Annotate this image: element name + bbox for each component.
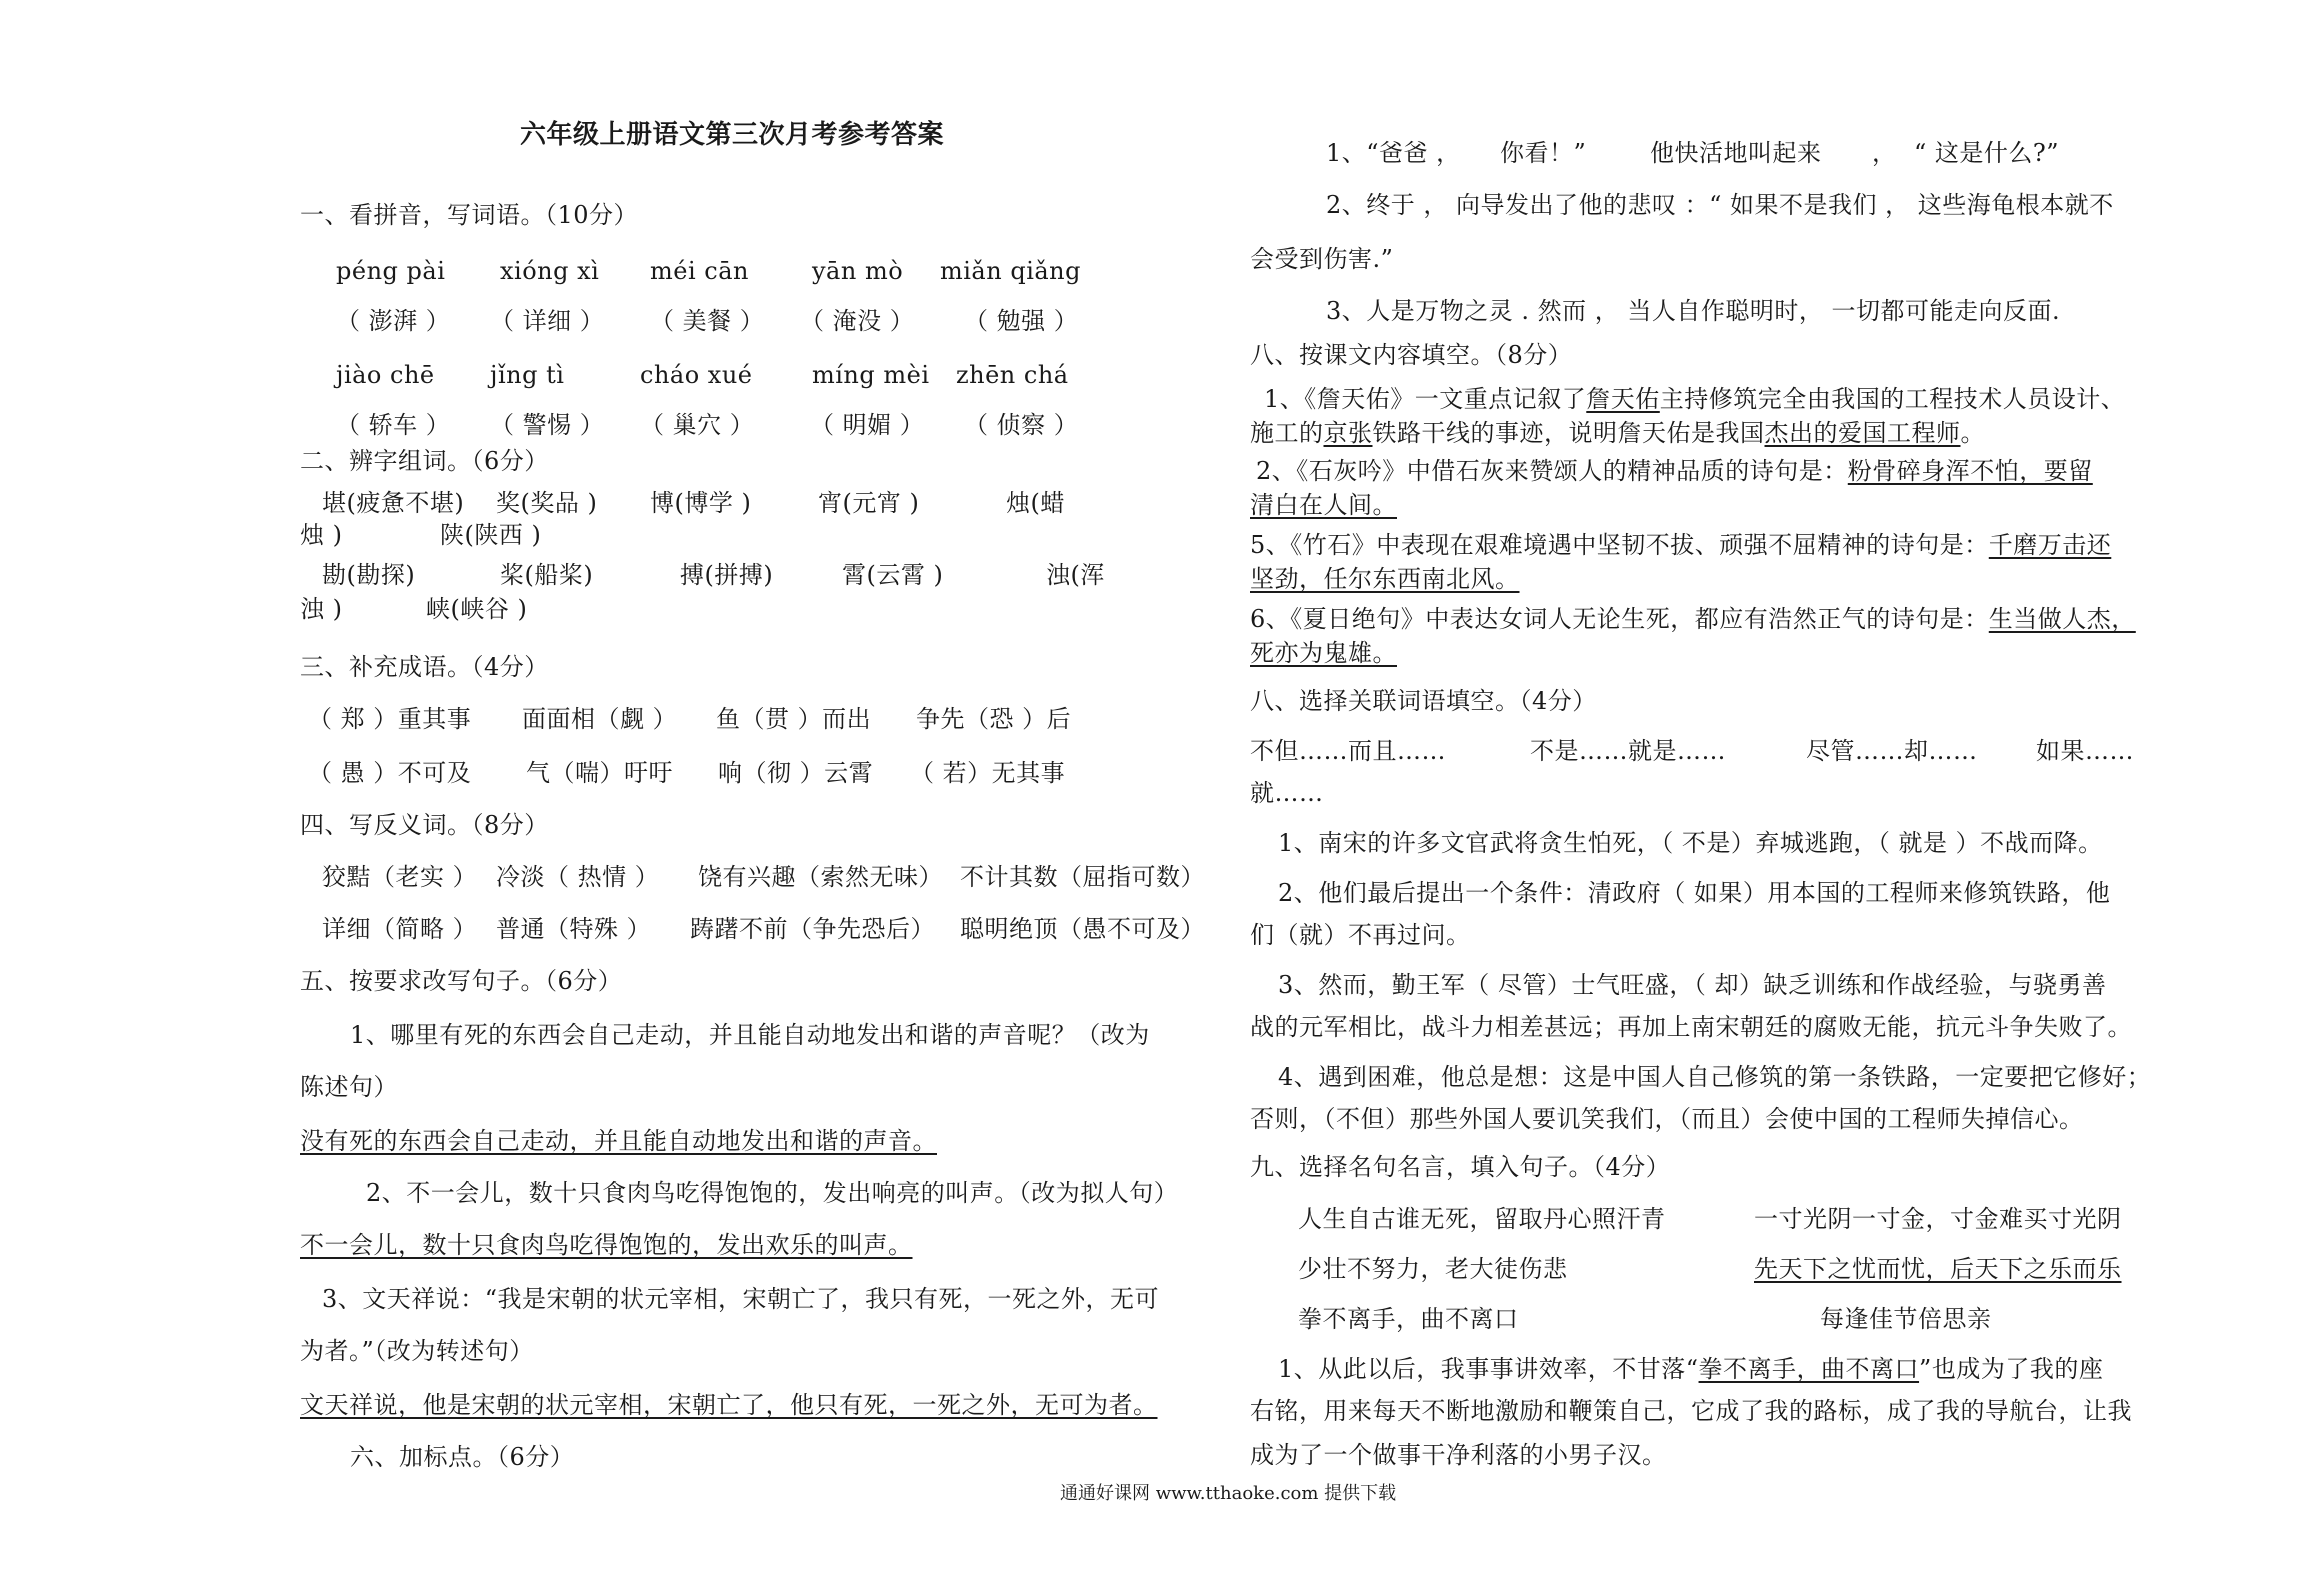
fill-item-1-cont bbox=[1250, 418, 1985, 448]
section-5-heading: 五、按要求改写句子。（6分） bbox=[300, 967, 623, 995]
pinyin-item: péng pài bbox=[336, 257, 446, 285]
idiom-item: 鱼（贯 ）而出 bbox=[716, 705, 872, 733]
fill-item-3-cont: 坚劲，任尔东西南北风。 bbox=[1250, 565, 1520, 593]
char-group: 陕(陕西 ) bbox=[440, 521, 542, 549]
conjunction-answer-2-cont: 们（就）不再过问。 bbox=[1250, 921, 1471, 949]
conjunction-answer-3-cont: 战的元军相比，战斗力相差甚远；再加上南宋朝廷的腐败无能，抗元斗争失败了。 bbox=[1250, 1013, 2132, 1041]
fill-text: 1、《詹天佑》一文重点记叙了 bbox=[1264, 385, 1587, 413]
char-group: 奖(奖品 ) bbox=[496, 489, 598, 517]
punct-seg: “ 这是什么?” bbox=[1914, 139, 2060, 167]
rewrite-question-1: 1、哪里有死的东西会自己走动，并且能自动地发出和谐的声音呢？（改为 bbox=[350, 1021, 1150, 1049]
fill-text: ”也成为了我的座 bbox=[1919, 1355, 2104, 1383]
rewrite-answer-2: 不一会儿，数十只食肉鸟吃得饱饱的，发出欢乐的叫声。 bbox=[300, 1231, 913, 1259]
quote-item: 先天下之忧而忧，后天下之乐而乐 bbox=[1754, 1255, 2122, 1283]
char-group: 霄(云霄 ) bbox=[842, 561, 944, 589]
section-4-heading: 四、写反义词。（8分） bbox=[300, 811, 549, 839]
quote-answer-1-cont2: 成为了一个做事干净利落的小男子汉。 bbox=[1250, 1441, 1667, 1469]
fill-item-1 bbox=[1264, 384, 2125, 414]
idiom-item: 争先（恐 ）后 bbox=[916, 705, 1072, 733]
punct-seg: 你看！” bbox=[1500, 139, 1587, 167]
conjunction-item: 尽管……却…… bbox=[1806, 737, 1978, 765]
answer-word: （ 美餐 ） bbox=[650, 307, 765, 335]
conjunction-answer-2: 2、他们最后提出一个条件：清政府（ 如果）用本国的工程师来修筑铁路，他 bbox=[1278, 879, 2111, 907]
page-title: 六年级上册语文第三次月考参考答案 bbox=[520, 120, 945, 150]
char-group: 桨(船桨) bbox=[500, 561, 594, 589]
fill-answer: 千磨万击还 bbox=[1988, 531, 2112, 559]
char-group: 浊(浑 bbox=[1046, 561, 1105, 589]
char-group: 烛(蜡 bbox=[1006, 489, 1065, 517]
conjunction-answer-4-cont: 否则，（不但）那些外国人要讥笑我们，（而且）会使中国的工程师失掉信心。 bbox=[1250, 1105, 2084, 1133]
pinyin-item: yān mò bbox=[812, 257, 904, 285]
quote-answer-1-cont: 右铭，用来每天不断地激励和鞭策自己，它成了我的路标，成了我的导航台，让我 bbox=[1250, 1397, 2132, 1425]
antonym-item: 不计其数（屈指可数） bbox=[960, 863, 1205, 891]
punct-answer-3: 3、人是万物之灵 . 然而 ， 当人自作聪明时， 一切都可能走向反面. bbox=[1326, 297, 2061, 325]
section-9-heading: 九、选择名句名言，填入句子。（4分） bbox=[1250, 1153, 1671, 1181]
rewrite-answer-3: 文天祥说，他是宋朝的状元宰相，宋朝亡了，他只有死，一死之外，无可为者。 bbox=[300, 1391, 1158, 1419]
char-group: 堪(疲惫不堪) bbox=[322, 489, 465, 517]
fill-text: 。 bbox=[1960, 419, 1985, 447]
fill-item-3 bbox=[1250, 530, 2111, 560]
fill-answer: 京张 bbox=[1323, 419, 1373, 447]
idiom-item: 面面相（觑 ） bbox=[522, 705, 678, 733]
footer-note: 通通好课网 www.tthaoke.com 提供下载 bbox=[1060, 1483, 1397, 1504]
antonym-item: 踌躇不前（争先恐后） bbox=[690, 915, 935, 943]
fill-answer: 詹天佑 bbox=[1586, 385, 1660, 413]
answer-word: （ 警惕 ） bbox=[490, 411, 605, 439]
pinyin-item: jǐng tì bbox=[490, 361, 565, 389]
answer-word: （ 明媚 ） bbox=[810, 411, 925, 439]
section-8-heading: 八、按课文内容填空。（8分） bbox=[1250, 341, 1573, 369]
conjunction-answer-1: 1、南宋的许多文官武将贪生怕死，（ 不是）弃城逃跑，（ 就是 ）不战而降。 bbox=[1278, 829, 2103, 857]
section-8b-heading: 八、选择关联词语填空。（4分） bbox=[1250, 687, 1597, 715]
rewrite-question-3-cont: 为者。”（改为转述句） bbox=[300, 1337, 534, 1365]
fill-text: 5、《竹石》中表现在艰难境遇中坚韧不拔、顽强不屈精神的诗句是： bbox=[1250, 531, 1989, 559]
antonym-item: 冷淡（ 热情 ） bbox=[496, 863, 660, 891]
section-3-heading: 三、补充成语。（4分） bbox=[300, 653, 549, 681]
answer-word: （ 淹没 ） bbox=[800, 307, 915, 335]
conjunction-item: 不是……就是…… bbox=[1530, 737, 1726, 765]
char-group: 宵(元宵 ) bbox=[818, 489, 920, 517]
fill-text: 1、从此以后，我事事讲效率，不甘落“ bbox=[1278, 1355, 1699, 1383]
fill-text: 铁路干线的事迹，说明詹天佑是我国 bbox=[1372, 419, 1765, 447]
pinyin-item: méi cān bbox=[650, 257, 749, 285]
quote-item: 少壮不努力，老大徒伤悲 bbox=[1298, 1255, 1568, 1283]
pinyin-item: jiào chē bbox=[336, 361, 435, 389]
section-2-heading: 二、辨字组词。（6分） bbox=[300, 447, 549, 475]
quote-item: 一寸光阴一寸金，寸金难买寸光阴 bbox=[1754, 1205, 2122, 1233]
char-group: 博(博学 ) bbox=[650, 489, 752, 517]
fill-item-2 bbox=[1256, 456, 2093, 486]
fill-answer: 杰出的爱国工程师 bbox=[1764, 419, 1961, 447]
char-group: 勘(勘探) bbox=[322, 561, 416, 589]
quote-item: 拳不离手，曲不离口 bbox=[1298, 1305, 1519, 1333]
punct-seg: 1、“爸爸 ， bbox=[1326, 139, 1461, 167]
fill-answer: 生当做人杰， bbox=[1988, 605, 2136, 633]
idiom-item: （ 郑 ）重其事 bbox=[308, 705, 472, 733]
section-6-heading: 六、加标点。（6分） bbox=[350, 1443, 575, 1471]
punct-seg: 他快活地叫起来 bbox=[1650, 139, 1822, 167]
antonym-item: 详细（简略 ） bbox=[322, 915, 478, 943]
antonym-item: 饶有兴趣（索然无味） bbox=[698, 863, 943, 891]
rewrite-question-1-cont: 陈述句） bbox=[300, 1073, 398, 1101]
punct-answer-2: 2、终于 ， 向导发出了他的悲叹 ：“ 如果不是我们 ， 这些海龟根本就不 bbox=[1326, 191, 2114, 219]
conjunction-answer-4: 4、遇到困难，他总是想：这是中国人自己修筑的第一条铁路，一定要把它修好； bbox=[1278, 1063, 2152, 1091]
pinyin-item: cháo xué bbox=[640, 361, 753, 389]
pinyin-item: miǎn qiǎng bbox=[940, 257, 1081, 285]
answer-word: （ 澎湃 ） bbox=[336, 307, 451, 335]
fill-text: 2、《石灰吟》中借石灰来赞颂人的精神品质的诗句是： bbox=[1256, 457, 1848, 485]
idiom-item: 气（喘）吁吁 bbox=[526, 759, 673, 787]
idiom-item: （ 若）无其事 bbox=[910, 759, 1066, 787]
antonym-item: 狡黠（老实 ） bbox=[322, 863, 478, 891]
idiom-item: （ 愚 ）不可及 bbox=[308, 759, 472, 787]
quote-item: 人生自古谁无死，留取丹心照汗青 bbox=[1298, 1205, 1666, 1233]
conjunction-options-cont: 就…… bbox=[1250, 779, 1324, 807]
char-group: 浊 ) bbox=[300, 595, 343, 623]
fill-answer: 拳不离手，曲不离口 bbox=[1698, 1355, 1920, 1383]
fill-item-4-cont: 死亦为鬼雄。 bbox=[1250, 639, 1397, 667]
rewrite-answer-1: 没有死的东西会自己走动，并且能自动地发出和谐的声音。 bbox=[300, 1127, 937, 1155]
idiom-item: 响（彻 ）云霄 bbox=[718, 759, 874, 787]
answer-word: （ 侦察 ） bbox=[964, 411, 1079, 439]
char-group: 搏(拼搏) bbox=[680, 561, 774, 589]
antonym-item: 普通（特殊 ） bbox=[496, 915, 652, 943]
conjunction-item: 如果…… bbox=[2036, 737, 2134, 765]
char-group: 烛 ) bbox=[300, 521, 343, 549]
conjunction-answer-3: 3、然而，勤王军（ 尽管）士气旺盛，（ 却）缺乏训练和作战经验，与骁勇善 bbox=[1278, 971, 2107, 999]
punct-answer-2-cont: 会受到伤害.” bbox=[1250, 245, 1394, 273]
section-1-heading: 一、看拼音，写词语。（10分） bbox=[300, 201, 639, 229]
answer-word: （ 巢穴 ） bbox=[640, 411, 755, 439]
answer-word: （ 详细 ） bbox=[490, 307, 605, 335]
fill-text: 施工的 bbox=[1250, 419, 1324, 447]
quote-answer-1 bbox=[1278, 1354, 2103, 1384]
fill-text: 6、《夏日绝句》中表达女词人无论生死，都应有浩然正气的诗句是： bbox=[1250, 605, 1989, 633]
fill-text: 主持修筑完全由我国的工程技术人员设计、 bbox=[1659, 385, 2126, 413]
fill-answer: 粉骨碎身浑不怕，要留 bbox=[1847, 457, 2093, 485]
punct-seg: ， bbox=[1872, 139, 1897, 167]
pinyin-item: xióng xì bbox=[500, 257, 600, 285]
char-group: 峡(峡谷 ) bbox=[426, 595, 528, 623]
fill-item-4 bbox=[1250, 604, 2136, 634]
answer-word: （ 轿车 ） bbox=[336, 411, 451, 439]
rewrite-question-2: 2、不一会儿，数十只食肉鸟吃得饱饱的，发出响亮的叫声。（改为拟人句） bbox=[366, 1179, 1179, 1207]
rewrite-question-3: 3、文天祥说：“我是宋朝的状元宰相，宋朝亡了，我只有死，一死之外，无可 bbox=[322, 1285, 1160, 1313]
conjunction-item: 不但……而且…… bbox=[1250, 737, 1446, 765]
pinyin-item: míng mèi bbox=[812, 361, 930, 389]
quote-item: 每逢佳节倍思亲 bbox=[1820, 1305, 1992, 1333]
answer-word: （ 勉强 ） bbox=[964, 307, 1079, 335]
fill-item-2-cont: 清白在人间。 bbox=[1250, 491, 1397, 519]
pinyin-item: zhēn chá bbox=[956, 361, 1069, 389]
antonym-item: 聪明绝顶（愚不可及） bbox=[960, 915, 1205, 943]
